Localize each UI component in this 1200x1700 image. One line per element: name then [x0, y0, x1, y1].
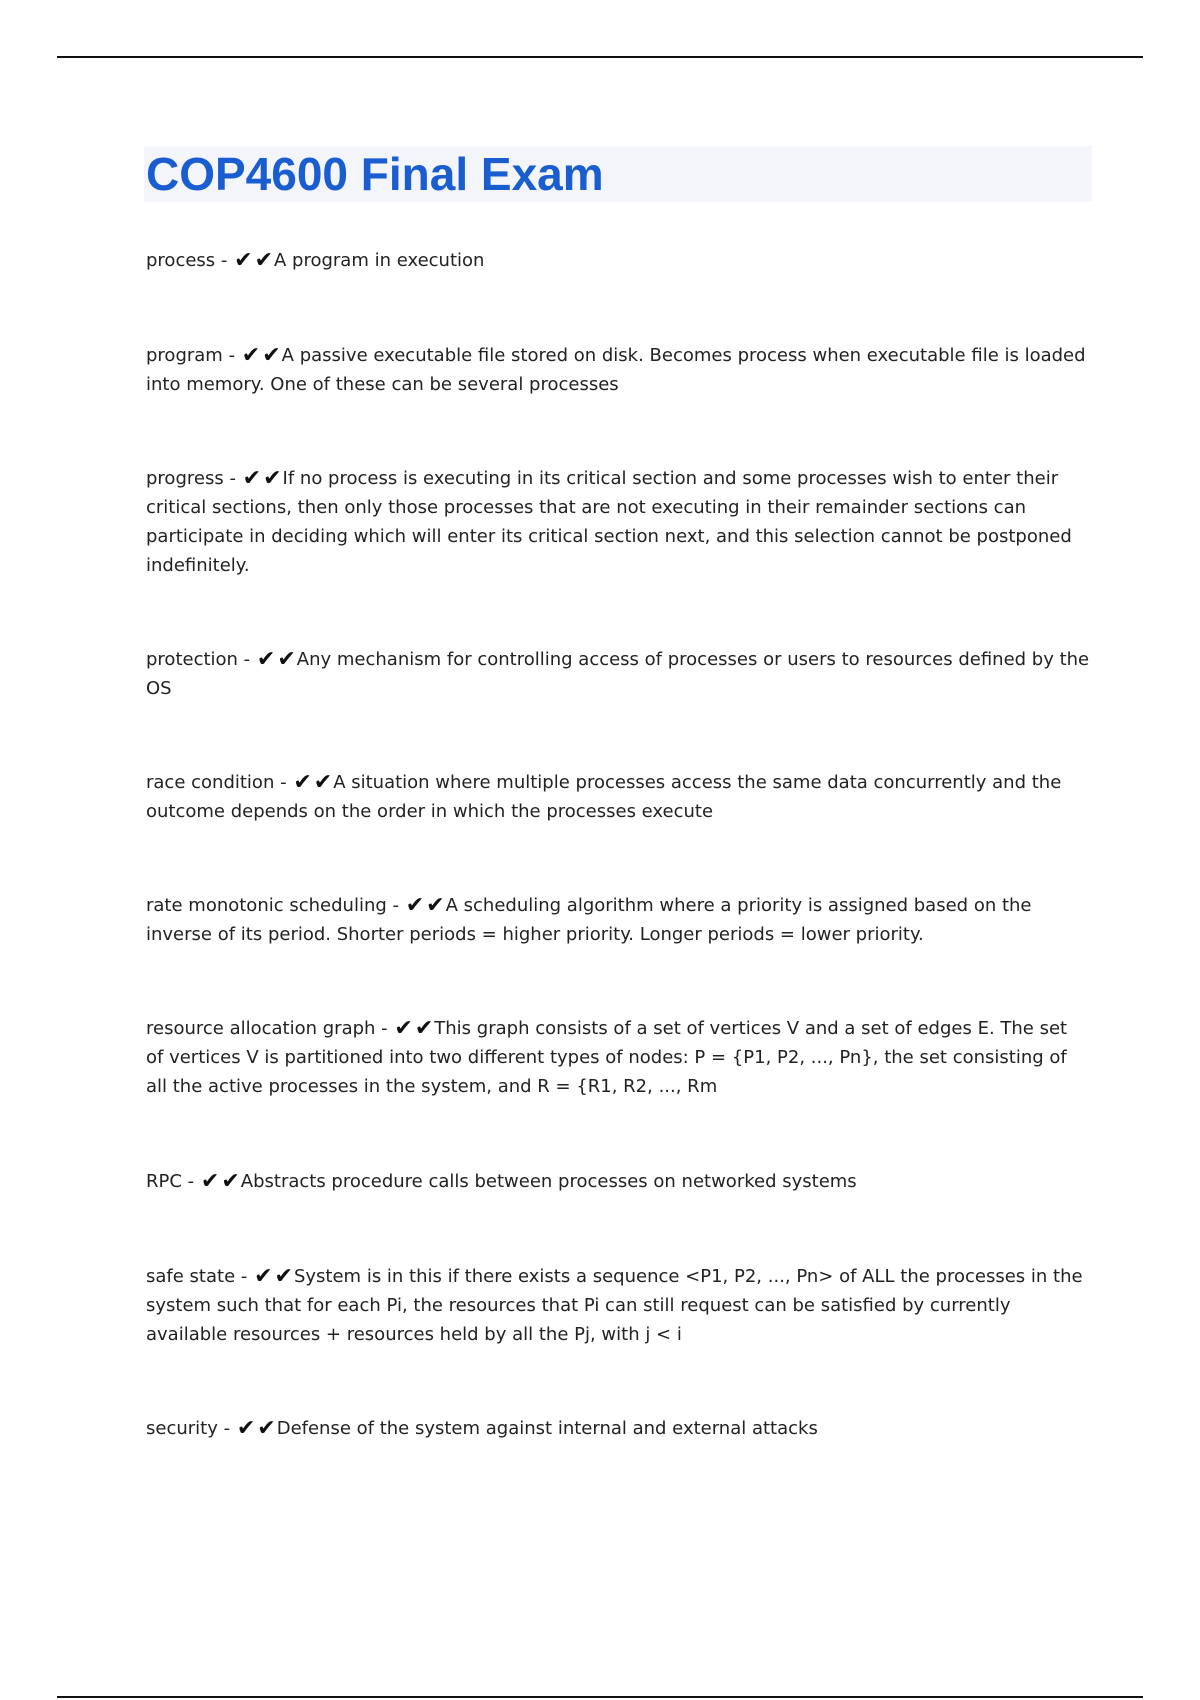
check-icon: ✔	[405, 893, 425, 918]
check-icon: ✔	[256, 647, 276, 672]
entry-term: security	[146, 1418, 218, 1439]
term-separator: -	[217, 1418, 236, 1439]
list-item	[146, 645, 1090, 703]
list-item	[146, 891, 1090, 949]
entry-definition: Defense of the system against internal and external attacks	[276, 1418, 818, 1439]
entry-definition: A program in execution	[274, 250, 485, 271]
check-icon: ✔	[236, 1416, 256, 1441]
term-separator: -	[375, 1018, 394, 1039]
term-separator: -	[181, 1171, 200, 1192]
entry-term: program	[146, 345, 223, 366]
term-separator: -	[237, 649, 256, 670]
check-icon: ✔	[242, 466, 262, 491]
list-item	[146, 341, 1090, 399]
entry-term: safe state	[146, 1266, 236, 1287]
list-item	[146, 246, 1090, 275]
check-icon: ✔	[254, 248, 273, 273]
term-separator: -	[222, 345, 241, 366]
term-separator: -	[235, 1266, 254, 1287]
check-icon: ✔	[274, 1264, 293, 1289]
entry-term: RPC	[146, 1171, 182, 1192]
check-icon: ✔	[394, 1016, 413, 1041]
check-icon: ✔	[257, 1416, 276, 1441]
entry-definition: Any mechanism for controlling access of processes or users to resources defined by the OS	[146, 649, 1090, 699]
term-separator: -	[223, 468, 242, 489]
check-icon: ✔	[200, 1169, 220, 1194]
check-icon: ✔	[426, 893, 445, 918]
list-item	[146, 1014, 1090, 1101]
list-item	[146, 1414, 1090, 1443]
check-icon: ✔	[313, 770, 333, 795]
top-rule	[57, 56, 1143, 58]
entry-term: resource allocation graph	[146, 1018, 376, 1039]
entry-definition: A scheduling algorithm where a priority is assigned based on the inverse of its period. Shorter periods = higher priority. Longer periods = lower priority.	[146, 895, 1032, 945]
entry-definition: This graph consists of a set of vertices V and a set of edges E. The set of vertices V is partitioned into two different types of nodes: P = {P1, P2, ..., Pn}, the set consisting of all the active processes in the system, and R = {R1, R2, ..., Rm	[146, 1018, 1068, 1097]
check-icon: ✔	[241, 343, 261, 368]
list-item	[146, 768, 1090, 826]
check-icon: ✔	[221, 1169, 240, 1194]
check-icon: ✔	[263, 466, 282, 491]
list-item	[146, 1262, 1090, 1349]
list-item	[146, 1167, 1090, 1196]
term-separator: -	[215, 250, 234, 271]
check-icon: ✔	[262, 343, 281, 368]
page-title: COP4600 Final Exam	[146, 148, 604, 200]
term-separator: -	[274, 772, 293, 793]
entry-term: rate monotonic scheduling	[146, 895, 387, 916]
entry-term: protection	[146, 649, 238, 670]
entry-definition: A situation where multiple processes access the same data concurrently and the outcome depends on the order in which the processes execute	[146, 772, 1062, 822]
check-icon: ✔	[277, 647, 296, 672]
list-item	[146, 464, 1090, 580]
entry-definition: If no process is executing in its critical section and some processes wish to enter their critical sections, then only those processes that are not executing in their remainder sections can participate in deciding which will enter its critical section next, and this selection cannot be postponed indefinitely.	[146, 468, 1072, 576]
check-icon: ✔	[254, 1264, 273, 1289]
bottom-rule	[57, 1696, 1143, 1698]
entry-term: progress	[146, 468, 224, 489]
check-icon: ✔	[414, 1016, 434, 1041]
check-icon: ✔	[293, 770, 312, 795]
entry-definition: A passive executable file stored on disk. Becomes process when executable file is loaded into memory. One of these can be several processes	[146, 345, 1086, 395]
term-separator: -	[386, 895, 405, 916]
entry-term: process	[146, 250, 216, 271]
entry-definition: System is in this if there exists a sequence <P1, P2, ..., Pn> of ALL the processes in the system such that for each Pi, the resources that Pi can still request can be satisfied by currently available resources + resources held by all the Pj, with j < i	[146, 1266, 1083, 1345]
title-banner	[144, 146, 1092, 202]
entry-term: race condition	[146, 772, 275, 793]
check-icon: ✔	[234, 248, 253, 273]
entry-definition: Abstracts procedure calls between processes on networked systems	[240, 1171, 857, 1192]
